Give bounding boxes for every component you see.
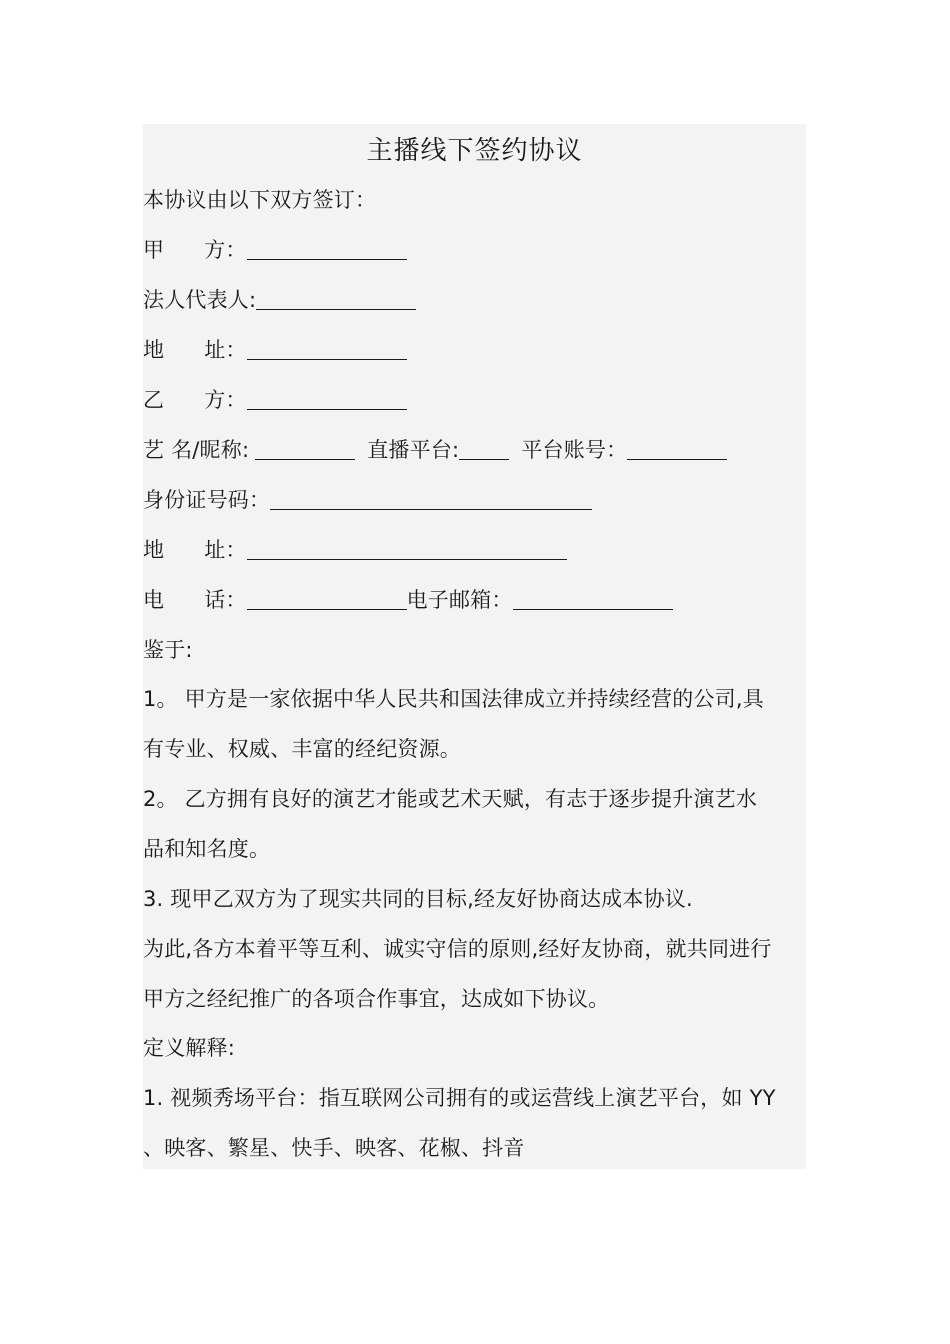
account-blank[interactable] <box>627 439 727 460</box>
id-number-line <box>143 485 592 515</box>
address-b-blank[interactable] <box>247 539 567 560</box>
platform-blank[interactable] <box>459 439 509 460</box>
party-a-blank[interactable] <box>247 239 407 260</box>
email-blank[interactable] <box>513 589 673 610</box>
address-a-label-1: 地 <box>143 338 165 362</box>
email-label: 电子邮箱： <box>406 588 513 612</box>
address-a-line <box>143 335 407 365</box>
id-number-blank[interactable] <box>270 489 592 510</box>
legal-rep-label: 法人代表人: <box>143 288 257 312</box>
clause-line: 1。 甲方是一家依据中华人民共和国法律成立并持续经营的公司,具 <box>143 687 764 711</box>
clause-line: 品和知名度。 <box>143 837 271 861</box>
id-number-label: 身份证号码： <box>143 488 271 512</box>
clause-line: 有专业、权威、丰富的经纪资源。 <box>143 737 461 761</box>
definitions-heading: 定义解释: <box>143 1036 236 1060</box>
contact-line <box>143 585 673 615</box>
party-b-label-2: 方： <box>204 388 247 412</box>
party-b-line <box>143 385 407 415</box>
clause-line: 3. 现甲乙双方为了现实共同的目标,经友好协商达成本协议. <box>143 887 693 911</box>
whereas-heading: 鉴于: <box>143 638 193 662</box>
address-a-blank[interactable] <box>247 339 407 360</box>
stage-name-blank[interactable] <box>255 439 355 460</box>
definition-line: 、映客、繁星、快手、映客、花椒、抖音 <box>143 1136 525 1160</box>
platform-label: 直播平台: <box>367 438 460 462</box>
party-b-blank[interactable] <box>247 389 407 410</box>
phone-blank[interactable] <box>247 589 407 610</box>
party-a-line <box>143 235 407 265</box>
clause-line: 为此,各方本着平等互利、诚实守信的原则,经好友协商，就共同进行 <box>143 937 772 961</box>
document-title: 主播线下签约协议 <box>366 136 583 166</box>
address-a-label-2: 址： <box>204 338 247 362</box>
clause-line: 2。 乙方拥有良好的演艺才能或艺术天赋，有志于逐步提升演艺水 <box>143 787 758 811</box>
legal-rep-line <box>143 285 416 315</box>
intro-line: 本协议由以下双方签订： <box>143 188 377 212</box>
clause-line: 甲方之经纪推广的各项合作事宜，达成如下协议。 <box>143 987 610 1011</box>
party-a-label-1: 甲 <box>143 238 165 262</box>
legal-rep-blank[interactable] <box>256 289 416 310</box>
contract-page <box>143 124 806 1169</box>
address-b-label-2: 址： <box>204 538 247 562</box>
party-a-label-2: 方： <box>204 238 247 262</box>
address-b-line <box>143 535 567 565</box>
stage-name-label: 艺 名/昵称: <box>143 438 250 462</box>
address-b-label-1: 地 <box>143 538 165 562</box>
account-label: 平台账号： <box>521 438 628 462</box>
definition-line: 1. 视频秀场平台：指互联网公司拥有的或运营线上演艺平台，如 YY <box>143 1086 776 1110</box>
phone-label-1: 电 <box>143 588 165 612</box>
phone-label-2: 话： <box>204 588 247 612</box>
stage-info-line <box>143 435 727 465</box>
party-b-label-1: 乙 <box>143 388 165 412</box>
